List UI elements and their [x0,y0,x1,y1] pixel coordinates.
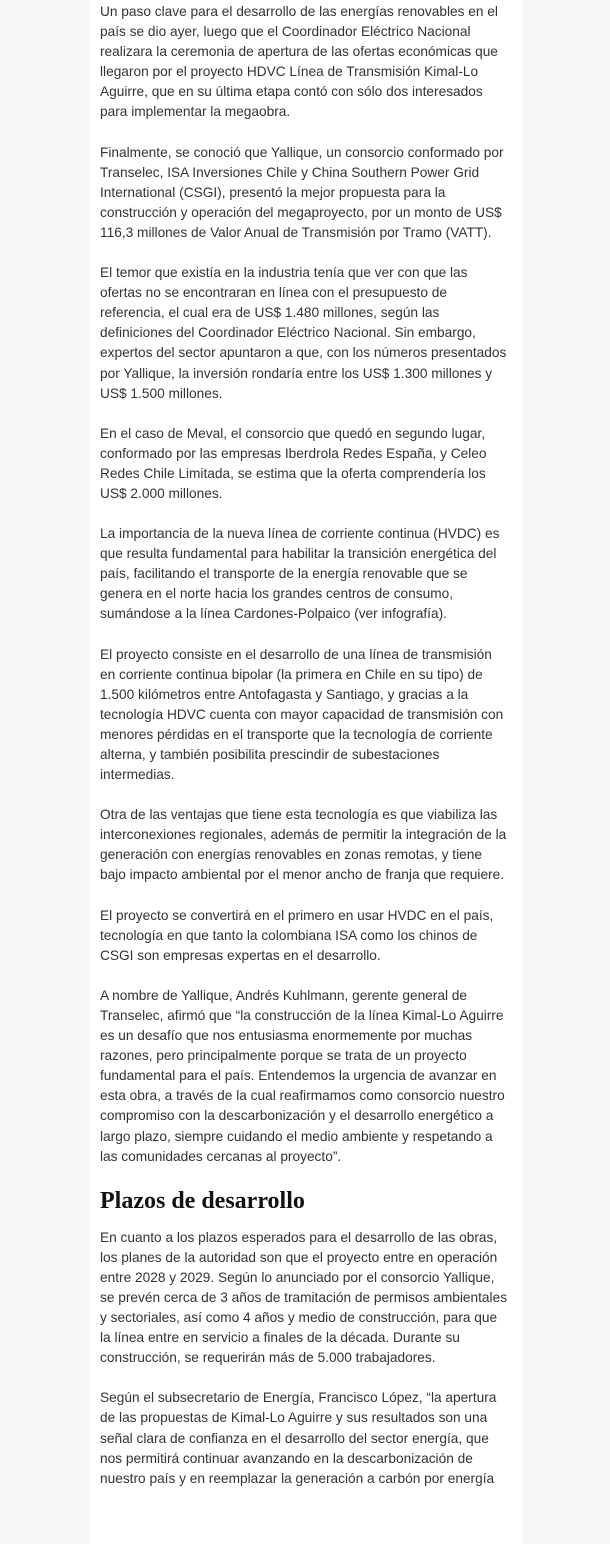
paragraph-hvdc-importance: La importancia de la nueva línea de corriente continua (HVDC) es que resulta fundamental para habilitar la transición energética del país, facilitando el transporte de la energía renovable que se genera en el norte hacia los grandes centros de consumo, sumándose a la línea Cardones-Polpaico (ver infografía). [100,526,500,622]
paragraph-lopez-quote: Según el subsecretario de Energía, Francisco López, “la apertura de las propuestas de Kimal-Lo Aguirre y sus resultados son una señal clara de confianza en el desarrollo del sector energía, que nos permitirá continuar avanzando en la descarbonización de nuestro país y en reemplazar la generación a carbón por energía [100,1390,497,1486]
paragraph-timeline: En cuanto a los plazos esperados para el desarrollo de las obras, los planes de la autoridad son que el proyecto entre en operación entre 2028 y 2029. Según lo anunciado por el consorcio Yallique, se prevén cerca de 3 años de tramitación de permisos ambientales y sectoriales, así como 4 años y medio de construcción, para que la línea entre en servicio a finales de la década. Durante su construcción, se requerirán más de 5.000 trabajadores. [100,1229,508,1366]
paragraph-reference-budget: El temor que existía en la industria tenía que ver con que las ofertas no se encontraran en línea con el presupuesto de referencia, el cual era de US$ 1.480 millones, según las definiciones del Coordinador Eléctrico Nacional. Sin embargo, expertos del sector apuntaron a que, con los números presentados por Yallique, la inversión rondaría entre los US$ 1.300 millones y US$ 1.500 millones. [100,265,507,401]
section-heading: Plazos de desarrollo [100,1187,305,1214]
paragraph-project-description: El proyecto consiste en el desarrollo de una línea de transmisión en corriente continua bipolar (la primera en Chile en su tipo) de 1.500 kilómetros entre Antofagasta y Santiago, y gracias a la tecnología HDVC cuenta con mayor capacidad de transmisión con menores pérdidas en el transporte que la tecnología de corriente alterna, y también posibilita prescindir de subestaciones intermedias. [100,646,504,783]
paragraph-meval: En el caso de Meval, el consorcio que quedó en segundo lugar, conformado por las empresas Iberdrola Redes España, y Celeo Redes Chile Limitada, se estima que la oferta comprendería los US$ 2.000 millones. [100,425,487,501]
paragraph-intro: Un paso clave para el desarrollo de las energías renovables en el país se dio ayer, luego que el Coordinador Eléctrico Nacional realizara la ceremonia de apertura de las ofertas económicas que llegaron por el proyecto HDVC Línea de Transmisión Kimal-Lo Aguirre, que en su última etapa contó con sólo dos interesados para implementar la megaobra. [100,4,498,120]
article-body [100,2,510,1509]
paragraph-yallique-offer: Finalmente, se conoció que Yallique, un consorcio conformado por Transelec, ISA Inversiones Chile y China Southern Power Grid International (CSGI), presentó la mejor propuesta para la construcción y operación del megaproyecto, por un monto de US$ 116,3 millones de Valor Anual de Transmisión por Tramo (VATT). [100,144,504,240]
paragraph-advantages: Otra de las ventajas que tiene esta tecnología es que viabiliza las interconexiones regionales, además de permitir la integración de la generación con energías renovables en zonas remotas, y tiene bajo impacto ambiental por el menor ancho de franja que requiere. [100,807,507,883]
paragraph-kuhlmann-quote: A nombre de Yallique, Andrés Kuhlmann, gerente general de Transelec, afirmó que “la construcción de la línea Kimal-Lo Aguirre es un desafío que nos entusiasma enormemente por muchas razones, pero principalmente porque se trata de un proyecto fundamental para el país. Entendemos la urgencia de avanzar en esta obra, a través de la cual reafirmamos como consorcio nuestro compromiso con la descarbonización y el desarrollo energético a largo plazo, siempre cuidando el medio ambiente y respetando a las comunidades cercanas al proyecto”. [100,987,505,1164]
paragraph-first-hvdc: El proyecto se convertirá en el primero en usar HVDC en el país, tecnología en que tanto la colombiana ISA como los chinos de CSGI son empresas expertas en el desarrollo. [100,907,494,963]
